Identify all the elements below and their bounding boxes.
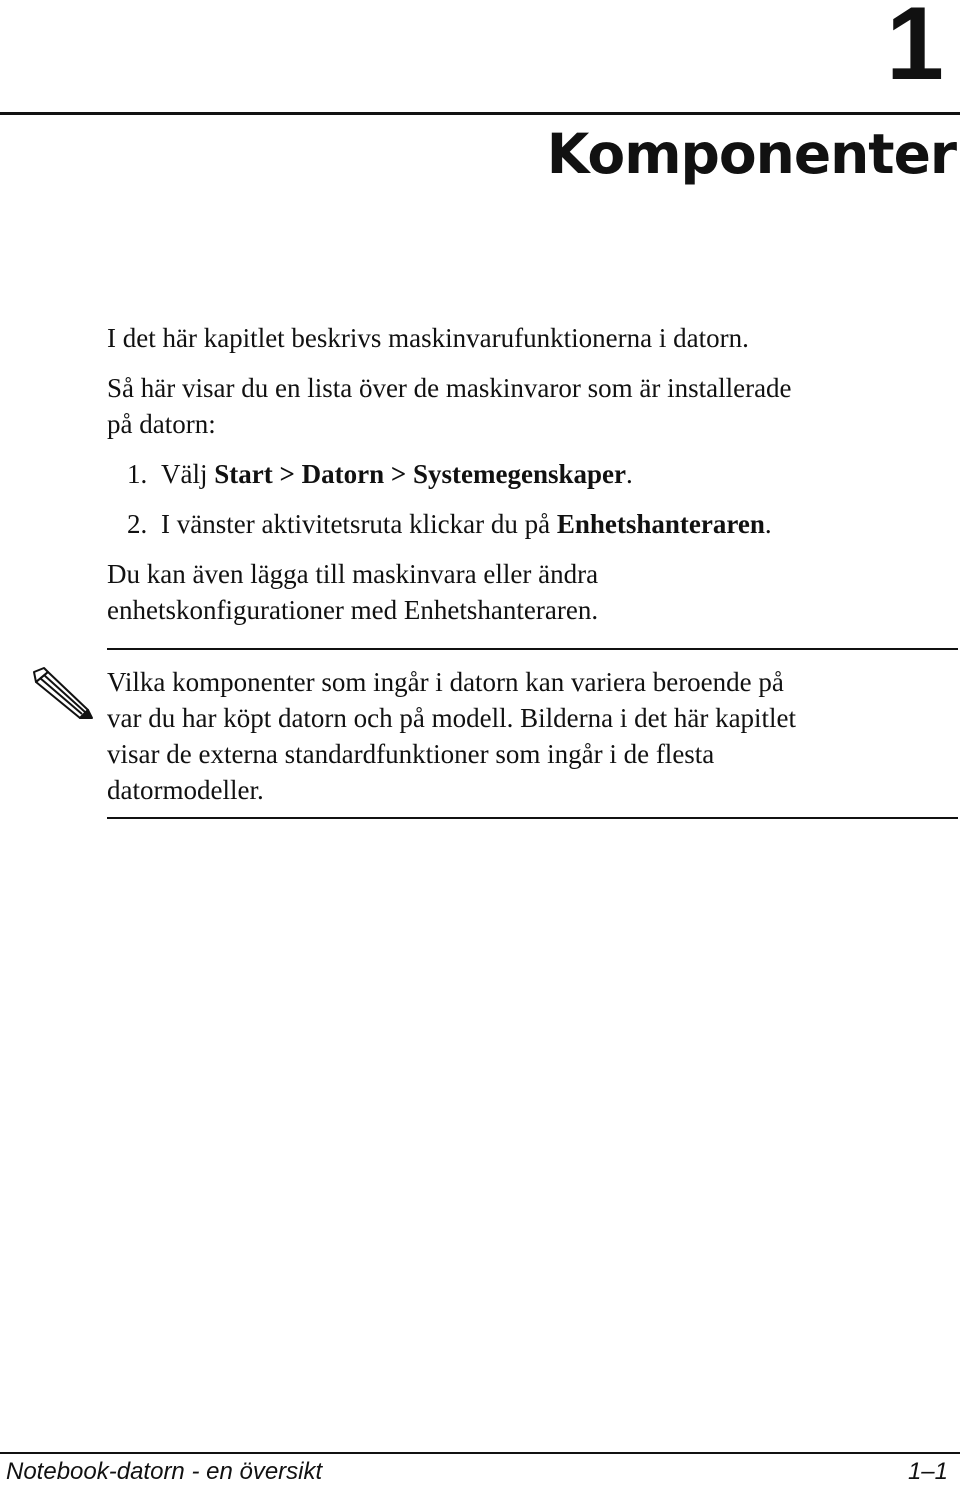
instructions-paragraph [107,370,947,442]
step-menu-path: Start > Datorn > Systemegenskaper [214,459,626,489]
note-line: var du har köpt datorn och på modell. Bilderna i det här kapitlet [107,703,797,733]
step-text-end: . [625,459,633,489]
note-rule-top [107,648,958,650]
note-line: datormodeller. [107,775,264,805]
step-target: Enhetshanteraren [556,509,765,539]
step-1 [127,456,633,492]
followup-line: Du kan även lägga till maskinvara eller ändra [107,559,599,589]
note-line: Vilka komponenter som ingår i datorn kan variera beroende på [107,667,784,697]
note-line: visar de externa standardfunktioner som ingår i de flesta [107,739,715,769]
step-2 [127,506,772,542]
note-rule-bottom [107,817,958,819]
note-text [107,664,947,808]
instructions-line: Så här visar du en lista över de maskinvaror som är installerade [107,373,792,403]
chapter-rule [0,112,960,115]
pencil-note-icon [32,664,94,720]
step-text: I vänster aktivitetsruta klickar du på [161,509,557,539]
footer-rule [0,1452,960,1454]
intro-paragraph: I det här kapitlet beskrivs maskinvarufunktionerna i datorn. [107,323,749,353]
footer-page-number: 1–1 [907,1458,948,1485]
chapter-number: 1 [886,0,942,102]
step-text: Välj [161,459,215,489]
step-text-end: . [764,509,772,539]
followup-line: enhetskonfigurationer med Enhetshanteraren. [107,595,599,625]
chapter-title: Komponenter [546,122,956,186]
step-number: 1. [127,459,148,489]
footer-document-title: Notebook-datorn - en översikt [6,1458,323,1485]
instructions-line: på datorn: [107,409,216,439]
followup-paragraph [107,556,947,628]
step-number: 2. [127,509,148,539]
